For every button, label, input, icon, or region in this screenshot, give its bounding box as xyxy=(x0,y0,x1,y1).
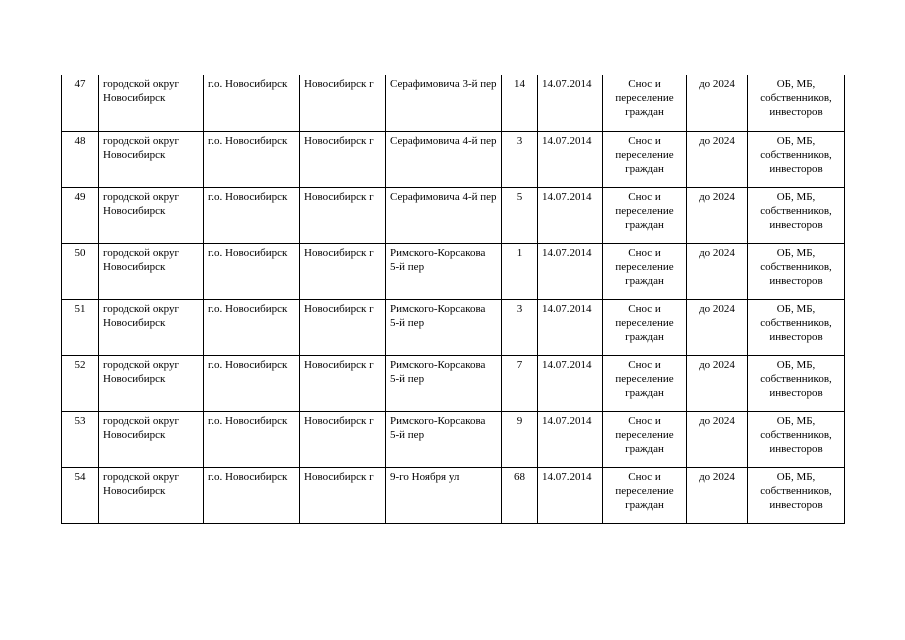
date-cell: 14.07.2014 xyxy=(538,467,603,523)
row-number: 48 xyxy=(62,131,99,187)
municipality-cell: г.о. Новосибирск xyxy=(204,131,300,187)
street-cell: 9-го Ноября ул xyxy=(386,467,502,523)
municipality-cell: г.о. Новосибирск xyxy=(204,243,300,299)
action-cell: Снос и переселение граждан xyxy=(603,131,687,187)
term-cell: до 2024 xyxy=(687,131,748,187)
action-cell: Снос и переселение граждан xyxy=(603,243,687,299)
date-cell: 14.07.2014 xyxy=(538,131,603,187)
street-cell: Римского-Корсакова 5-й пер xyxy=(386,355,502,411)
table-row xyxy=(62,187,845,243)
municipality-cell: г.о. Новосибирск xyxy=(204,299,300,355)
term-cell: до 2024 xyxy=(687,187,748,243)
street-cell: Серафимовича 4-й пер xyxy=(386,187,502,243)
district-cell: городской округ Новосибирск xyxy=(99,187,204,243)
house-cell: 3 xyxy=(502,131,538,187)
street-cell: Серафимовича 4-й пер xyxy=(386,131,502,187)
row-number: 50 xyxy=(62,243,99,299)
action-cell: Снос и переселение граждан xyxy=(603,75,687,131)
table-row xyxy=(62,131,845,187)
action-cell: Снос и переселение граждан xyxy=(603,299,687,355)
row-number: 54 xyxy=(62,467,99,523)
action-cell: Снос и переселение граждан xyxy=(603,355,687,411)
funding-source-cell: ОБ, МБ, собственников, инвесторов xyxy=(748,299,845,355)
street-cell: Серафимовича 3-й пер xyxy=(386,75,502,131)
district-cell: городской округ Новосибирск xyxy=(99,243,204,299)
term-cell: до 2024 xyxy=(687,467,748,523)
district-cell: городской округ Новосибирск xyxy=(99,355,204,411)
term-cell: до 2024 xyxy=(687,411,748,467)
table-row xyxy=(62,75,845,131)
house-cell: 1 xyxy=(502,243,538,299)
table-body xyxy=(62,75,845,523)
table-row xyxy=(62,467,845,523)
city-cell: Новосибирск г xyxy=(300,467,386,523)
action-cell: Снос и переселение граждан xyxy=(603,187,687,243)
table-row xyxy=(62,299,845,355)
municipality-cell: г.о. Новосибирск xyxy=(204,355,300,411)
term-cell: до 2024 xyxy=(687,299,748,355)
row-number: 47 xyxy=(62,75,99,131)
row-number: 51 xyxy=(62,299,99,355)
term-cell: до 2024 xyxy=(687,75,748,131)
district-cell: городской округ Новосибирск xyxy=(99,299,204,355)
date-cell: 14.07.2014 xyxy=(538,243,603,299)
city-cell: Новосибирск г xyxy=(300,299,386,355)
row-number: 49 xyxy=(62,187,99,243)
district-cell: городской округ Новосибирск xyxy=(99,131,204,187)
city-cell: Новосибирск г xyxy=(300,131,386,187)
district-cell: городской округ Новосибирск xyxy=(99,75,204,131)
municipality-cell: г.о. Новосибирск xyxy=(204,467,300,523)
funding-source-cell: ОБ, МБ, собственников, инвесторов xyxy=(748,411,845,467)
table-row xyxy=(62,411,845,467)
house-cell: 7 xyxy=(502,355,538,411)
house-cell: 3 xyxy=(502,299,538,355)
house-cell: 14 xyxy=(502,75,538,131)
date-cell: 14.07.2014 xyxy=(538,355,603,411)
funding-source-cell: ОБ, МБ, собственников, инвесторов xyxy=(748,467,845,523)
city-cell: Новосибирск г xyxy=(300,187,386,243)
row-number: 52 xyxy=(62,355,99,411)
house-cell: 5 xyxy=(502,187,538,243)
city-cell: Новосибирск г xyxy=(300,75,386,131)
district-cell: городской округ Новосибирск xyxy=(99,467,204,523)
action-cell: Снос и переселение граждан xyxy=(603,467,687,523)
district-cell: городской округ Новосибирск xyxy=(99,411,204,467)
funding-source-cell: ОБ, МБ, собственников, инвесторов xyxy=(748,187,845,243)
municipality-cell: г.о. Новосибирск xyxy=(204,187,300,243)
street-cell: Римского-Корсакова 5-й пер xyxy=(386,243,502,299)
house-cell: 9 xyxy=(502,411,538,467)
term-cell: до 2024 xyxy=(687,243,748,299)
date-cell: 14.07.2014 xyxy=(538,75,603,131)
table-row xyxy=(62,355,845,411)
municipality-cell: г.о. Новосибирск xyxy=(204,411,300,467)
funding-source-cell: ОБ, МБ, собственников, инвесторов xyxy=(748,75,845,131)
city-cell: Новосибирск г xyxy=(300,355,386,411)
date-cell: 14.07.2014 xyxy=(538,411,603,467)
city-cell: Новосибирск г xyxy=(300,243,386,299)
house-cell: 68 xyxy=(502,467,538,523)
date-cell: 14.07.2014 xyxy=(538,299,603,355)
street-cell: Римского-Корсакова 5-й пер xyxy=(386,299,502,355)
municipality-cell: г.о. Новосибирск xyxy=(204,75,300,131)
row-number: 53 xyxy=(62,411,99,467)
street-cell: Римского-Корсакова 5-й пер xyxy=(386,411,502,467)
city-cell: Новосибирск г xyxy=(300,411,386,467)
action-cell: Снос и переселение граждан xyxy=(603,411,687,467)
funding-source-cell: ОБ, МБ, собственников, инвесторов xyxy=(748,131,845,187)
funding-source-cell: ОБ, МБ, собственников, инвесторов xyxy=(748,355,845,411)
table-row xyxy=(62,243,845,299)
housing-table xyxy=(61,75,845,524)
term-cell: до 2024 xyxy=(687,355,748,411)
funding-source-cell: ОБ, МБ, собственников, инвесторов xyxy=(748,243,845,299)
date-cell: 14.07.2014 xyxy=(538,187,603,243)
